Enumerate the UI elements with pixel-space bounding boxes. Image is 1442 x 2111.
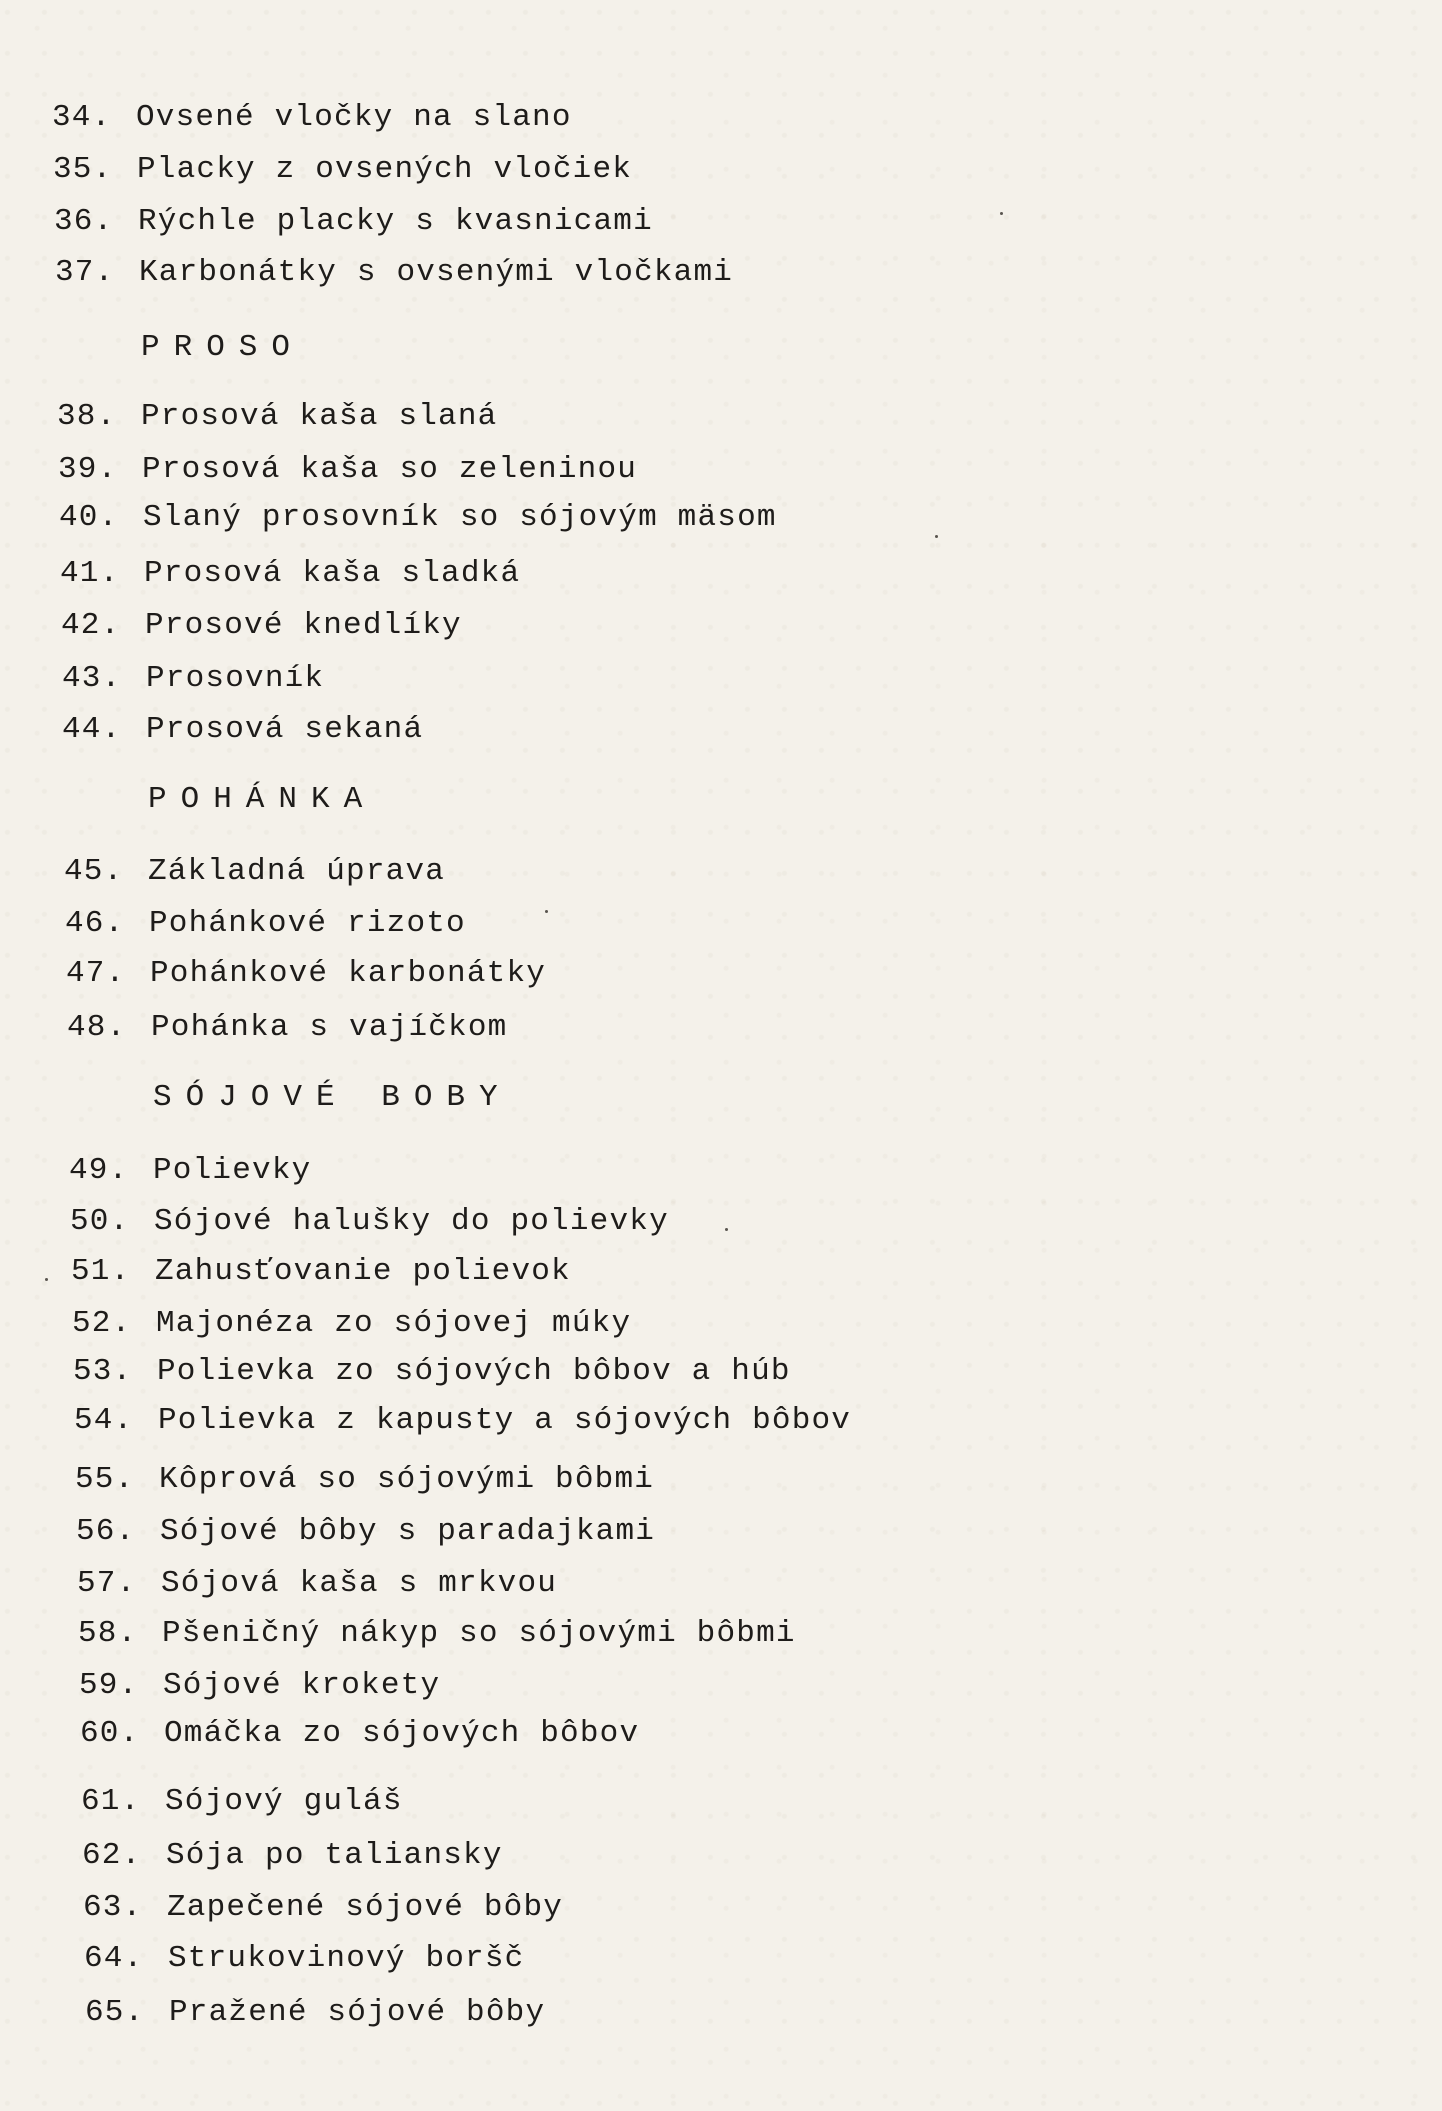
item-title: Zapečené sójové bôby	[167, 1890, 564, 1925]
item-number: 38.	[57, 399, 117, 434]
item-number: 50.	[70, 1204, 130, 1239]
list-item	[71, 1254, 571, 1290]
list-item	[85, 1995, 545, 2031]
item-number: 45.	[64, 854, 124, 889]
item-number: 62.	[82, 1838, 142, 1873]
item-title: Strukovinový boršč	[168, 1941, 525, 1976]
list-item	[57, 399, 497, 435]
item-title: Pšeničný nákyp so sójovými bôbmi	[162, 1616, 796, 1651]
list-item	[78, 1616, 796, 1652]
list-item	[73, 1354, 791, 1390]
item-number: 55.	[75, 1462, 135, 1497]
item-number: 49.	[69, 1153, 129, 1188]
list-item	[83, 1890, 563, 1926]
item-number: 47.	[66, 956, 126, 991]
item-title: Ovsené vločky na slano	[136, 100, 572, 135]
item-number: 42.	[61, 608, 121, 643]
list-item	[69, 1153, 311, 1189]
item-number: 34.	[52, 100, 112, 135]
item-title: Základná úprava	[148, 854, 446, 889]
item-title: Sójové halušky do polievky	[154, 1204, 669, 1239]
item-number: 46.	[65, 906, 125, 941]
item-title: Prosové knedlíky	[145, 608, 462, 643]
paper-speck	[545, 910, 548, 913]
list-item	[64, 854, 445, 890]
item-title: Majonéza zo sójovej múky	[156, 1306, 632, 1341]
item-title: Prosovník	[146, 661, 325, 696]
item-number: 40.	[59, 500, 119, 535]
item-title: Karbonátky s ovsenými vločkami	[139, 255, 734, 290]
list-item	[62, 661, 324, 697]
list-item	[72, 1306, 631, 1342]
item-number: 51.	[71, 1254, 131, 1289]
list-item	[84, 1941, 524, 1977]
item-title: Polievky	[153, 1153, 312, 1188]
item-number: 56.	[76, 1514, 136, 1549]
item-title: Pohánkové karbonátky	[150, 956, 547, 991]
list-item	[76, 1514, 655, 1550]
item-title: Omáčka zo sójových bôbov	[164, 1716, 640, 1751]
item-number: 52.	[72, 1306, 132, 1341]
item-number: 48.	[67, 1010, 127, 1045]
list-item	[74, 1403, 851, 1439]
item-title: Sójový guláš	[165, 1784, 403, 1819]
paper-speck	[1000, 212, 1003, 215]
item-number: 53.	[73, 1354, 133, 1389]
item-title: Zahusťovanie polievok	[155, 1254, 571, 1289]
item-title: Sójová kaša s mrkvou	[161, 1566, 558, 1601]
list-item	[77, 1566, 557, 1602]
item-number: 60.	[80, 1716, 140, 1751]
list-item	[67, 1010, 507, 1046]
list-item	[65, 906, 466, 942]
item-title: Pohánkové rizoto	[149, 906, 466, 941]
item-number: 65.	[85, 1995, 145, 2030]
item-number: 43.	[62, 661, 122, 696]
item-number: 36.	[54, 204, 114, 239]
item-title: Rýchle placky s kvasnicami	[138, 204, 653, 239]
item-number: 35.	[53, 152, 113, 187]
list-item	[53, 152, 632, 188]
list-item	[54, 204, 653, 240]
item-title: Kôprová so sójovými bôbmi	[159, 1462, 655, 1497]
item-title: Prosová kaša slaná	[141, 399, 498, 434]
paper-speck	[45, 1278, 48, 1281]
list-item	[55, 255, 733, 291]
list-item	[80, 1716, 639, 1752]
item-number: 64.	[84, 1941, 144, 1976]
list-item	[52, 100, 572, 136]
item-number: 44.	[62, 712, 122, 747]
item-number: 59.	[79, 1668, 139, 1703]
list-item	[66, 956, 546, 992]
section-heading-sojove-boby: SÓJOVÉ BOBY	[153, 1080, 512, 1115]
item-title: Pražené sójové bôby	[169, 1995, 546, 2030]
item-title: Slaný prosovník so sójovým mäsom	[143, 500, 777, 535]
list-item	[60, 556, 520, 592]
item-number: 58.	[78, 1616, 138, 1651]
item-title: Prosová kaša sladká	[144, 556, 521, 591]
item-title: Polievka zo sójových bôbov a húb	[157, 1354, 791, 1389]
item-title: Placky z ovsených vločiek	[137, 152, 633, 187]
item-number: 39.	[58, 452, 118, 487]
list-item	[82, 1838, 503, 1874]
list-item	[62, 712, 423, 748]
item-title: Pohánka s vajíčkom	[151, 1010, 508, 1045]
item-number: 54.	[74, 1403, 134, 1438]
list-item	[58, 452, 637, 488]
item-number: 37.	[55, 255, 115, 290]
list-item	[79, 1668, 440, 1704]
item-number: 41.	[60, 556, 120, 591]
section-heading-pohanka: POHÁNKA	[148, 782, 377, 817]
item-title: Sójové krokety	[163, 1668, 441, 1703]
section-heading-proso: PROSO	[141, 330, 305, 365]
item-title: Polievka z kapusty a sójových bôbov	[158, 1403, 852, 1438]
item-title: Prosová kaša so zeleninou	[142, 452, 638, 487]
paper-speck	[725, 1228, 728, 1231]
item-number: 57.	[77, 1566, 137, 1601]
paper-speck	[935, 535, 938, 538]
list-item	[59, 500, 777, 536]
list-item	[81, 1784, 403, 1820]
list-item	[75, 1462, 654, 1498]
item-number: 63.	[83, 1890, 143, 1925]
item-title: Prosová sekaná	[146, 712, 424, 747]
item-title: Sójové bôby s paradajkami	[160, 1514, 656, 1549]
list-item	[70, 1204, 669, 1240]
item-title: Sója po taliansky	[166, 1838, 503, 1873]
item-number: 61.	[81, 1784, 141, 1819]
list-item	[61, 608, 462, 644]
